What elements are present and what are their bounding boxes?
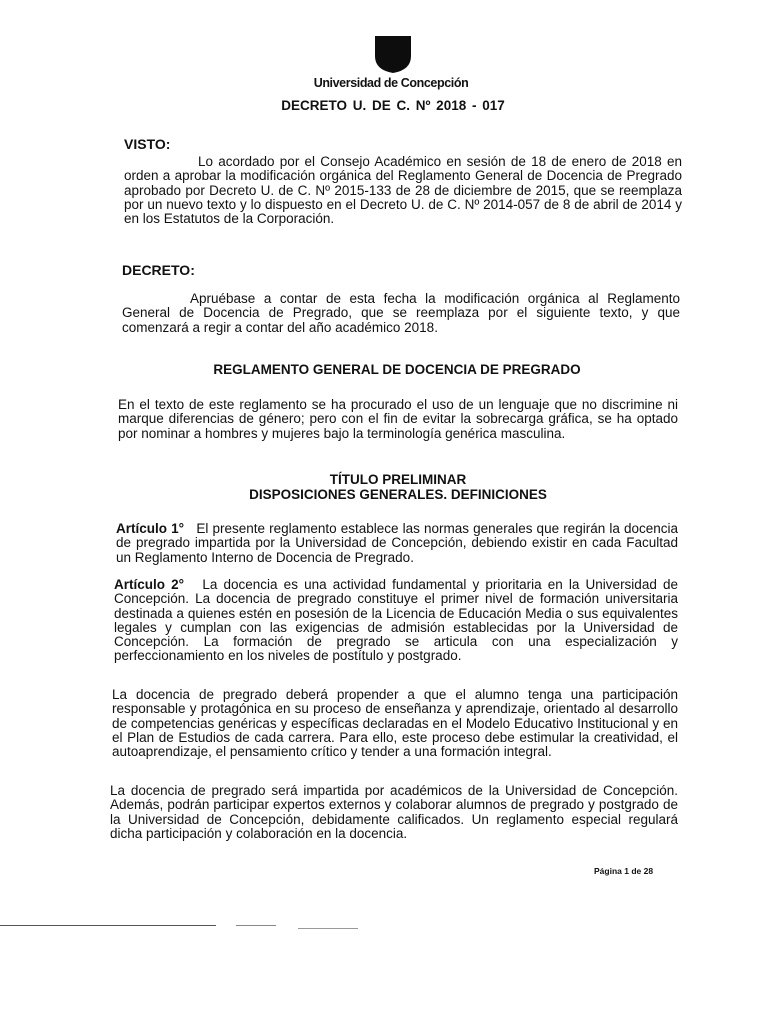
articulo-1-text: El presente reglamento establece las normas generales que regirán la docencia de pregrado impartida por la Universidad de Concepción, debiendo existir en cada Facultad un Reglamento Interno de Docencia de Pregrado.: [116, 521, 678, 565]
decree-number: DECRETO U. DE C. Nº 2018 - 017: [281, 98, 505, 113]
titulo-preliminar: TÍTULO PRELIMINAR: [329, 472, 467, 487]
paragraph-docencia-impartida: La docencia de pregrado será impartida por académicos de la Universidad de Concepción. Además, podrán participar expertos externos y colaborar alumnos de pregrado y postgrado de la Universidad de Concepción, debidamente calificados. Un reglamento especial regulará dicha participación y colaboración en la docencia.: [110, 783, 678, 841]
bottom-rule-fragment: [298, 928, 358, 929]
articulo-2-text: La docencia es una actividad fundamental y prioritaria en la Universidad de Concepción. La docencia de pregrado constituye el primer nivel de formación universitaria destinada a quienes estén en posesión de la Licencia de Educación Media o sus equivalentes legales y cumplan con las exigencias de admisión establecidas por la Universidad de Concepción. La formación de pregrado se articula con una especialización y perfeccionamiento en los niveles de postítulo y postgrado.: [114, 577, 678, 664]
visto-heading: VISTO:: [124, 136, 171, 152]
articulo-2-label: Artículo 2°: [114, 577, 185, 592]
disposiciones-generales: DISPOSICIONES GENERALES. DEFINICIONES: [249, 487, 547, 502]
university-name: Universidad de Concepción: [313, 76, 469, 90]
articulo-1-label: Artículo 1°: [116, 521, 185, 536]
bottom-rule: [0, 925, 216, 926]
intro-paragraph: En el texto de este reglamento se ha procurado el uso de un lenguaje que no discrimine ni marque diferencias de género; pero con el fin de evitar la sobrecarga gráfica, se ha optado por nominar a hombres y mujeres bajo la terminología genérica masculina.: [118, 397, 678, 441]
bottom-rule-fragment: [236, 925, 276, 926]
visto-paragraph: Lo acordado por el Consejo Académico en sesión de 18 de enero de 2018 en orden a aprobar la modificación orgánica del Reglamento General de Docencia de Pregrado aprobado por Decreto U. de C. Nº 2015-133 de 28 de diciembre de 2015, que se reemplaza por un nuevo texto y lo dispuesto en el Decreto U. de C. Nº 2014-057 de 8 de abril de 2014 y en los Estatutos de la Corporación.: [124, 154, 682, 227]
decreto-heading: DECRETO:: [122, 262, 195, 278]
university-shield-logo: [370, 34, 416, 74]
articulo-1: [116, 522, 678, 565]
articulo-2: [114, 578, 678, 664]
reglamento-title: REGLAMENTO GENERAL DE DOCENCIA DE PREGRADO: [213, 362, 581, 377]
decreto-paragraph: Apruébase a contar de esta fecha la modificación orgánica al Reglamento General de Docencia de Pregrado, que se reemplaza por el siguiente texto, y que comenzará a regir a contar del año académico 2018.: [122, 291, 680, 335]
paragraph-docencia-propender: La docencia de pregrado deberá propender a que el alumno tenga una participación responsable y protagónica en su proceso de enseñanza y aprendizaje, orientado al desarrollo de competencias genéricas y específicas declaradas en el Modelo Educativo Institucional y en el Plan de Estudios de cada carrera. Para ello, este proceso debe estimular la creatividad, el autoaprendizaje, el pensamiento crítico y tender a una formación integral.: [112, 687, 678, 760]
page-number: Página 1 de 28: [594, 866, 654, 876]
